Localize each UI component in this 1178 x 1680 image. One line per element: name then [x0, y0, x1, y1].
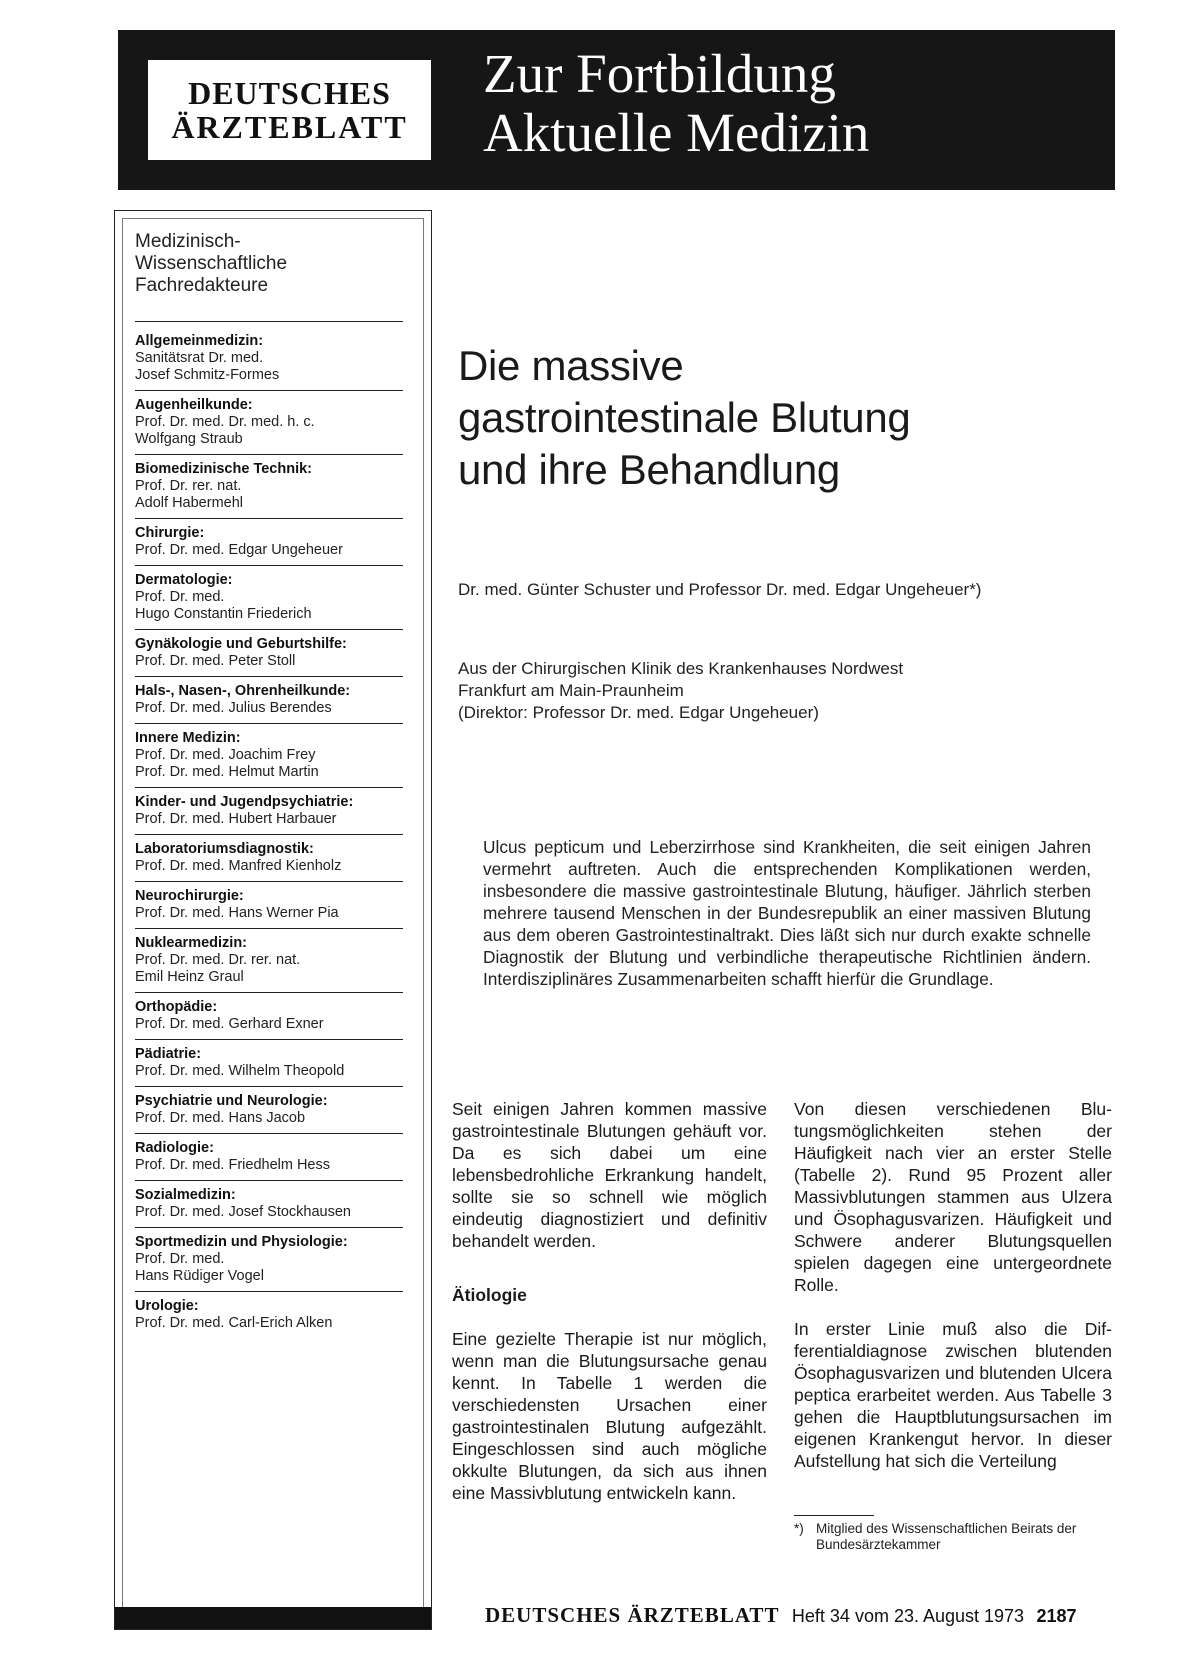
editor-specialty: Laboratoriumsdiagnostik: [135, 841, 314, 857]
editor-name: Josef Schmitz-Formes [135, 367, 280, 383]
editor-specialty: Pädiatrie: [135, 1046, 202, 1062]
footnote-mark: *) [794, 1521, 804, 1536]
logo-line-1: DEUTSCHES [188, 75, 391, 111]
body-column-right [794, 1098, 1112, 1472]
journal-logo [148, 60, 431, 160]
sidebar-divider [135, 321, 403, 322]
editor-entry [135, 1087, 403, 1134]
section-title-line-2: Aktuelle Medizin [483, 102, 870, 163]
editor-name: Prof. Dr. med. Dr. med. h. c. [135, 414, 315, 430]
editor-name: Prof. Dr. med. Hans Werner Pia [135, 905, 339, 921]
editor-name: Prof. Dr. rer. nat. [135, 478, 242, 494]
page-number: 2187 [1036, 1606, 1077, 1626]
editor-name: Prof. Dr. med. [135, 1251, 225, 1267]
editor-entry [135, 788, 403, 835]
intro-paragraph: Seit einigen Jahren kommen massive gastrointestinale Blutungen gehäuft vor. Da es sich dabei um eine lebensbedrohliche Erkrankung handelt, sollte sie so schnell wie möglich eindeutig diagnostiziert und definitiv behandelt werden. [452, 1099, 767, 1251]
editors-list [135, 327, 403, 1338]
editor-entry [135, 724, 403, 788]
footer-journal-name: DEUTSCHES ÄRZTEBLATT [485, 1603, 780, 1627]
editor-name: Sanitätsrat Dr. med. [135, 350, 264, 366]
sidebar-heading [135, 231, 415, 297]
footnote [794, 1521, 1114, 1553]
masthead-banner [118, 30, 1115, 190]
editor-name: Emil Heinz Graul [135, 969, 244, 985]
editor-specialty: Sozialmedizin: [135, 1187, 236, 1203]
section-heading-etiology: Ätiologie [452, 1285, 527, 1305]
footer-issue: Heft 34 vom 23. August 1973 [791, 1606, 1025, 1626]
editor-entry [135, 993, 403, 1040]
editor-name: Prof. Dr. med. Julius Berendes [135, 700, 332, 716]
footnote-divider [794, 1515, 874, 1516]
article-title-line: gastrointestinale Blutung [458, 394, 911, 441]
editor-entry [135, 455, 403, 519]
editor-entry [135, 519, 403, 566]
editor-specialty: Hals-, Nasen-, Ohrenheilkunde: [135, 683, 351, 699]
editor-name: Prof. Dr. med. Hans Jacob [135, 1110, 306, 1126]
editor-specialty: Urologie: [135, 1298, 199, 1314]
editor-name: Prof. Dr. med. Peter Stoll [135, 653, 296, 669]
affiliation-line: Frankfurt am Main-Praunheim [458, 681, 684, 700]
editor-entry [135, 1134, 403, 1181]
editor-specialty: Chirurgie: [135, 525, 205, 541]
editor-entry [135, 1292, 403, 1338]
editor-name: Prof. Dr. med. Dr. rer. nat. [135, 952, 301, 968]
article-affiliation [458, 658, 1058, 724]
editor-specialty: Innere Medizin: [135, 730, 241, 746]
editor-specialty: Psychiatrie und Neurologie: [135, 1093, 328, 1109]
editor-entry [135, 630, 403, 677]
section-title-line-1: Zur Fortbildung [483, 43, 836, 104]
editor-name: Wolfgang Straub [135, 431, 243, 447]
editor-specialty: Sportmedizin und Physiologie: [135, 1234, 348, 1250]
body-column-left [452, 1098, 767, 1504]
footnote-text: Mitglied des Wissenschaftlichen Beirats der Bundesärztekammer [816, 1521, 1077, 1552]
editor-entry [135, 1040, 403, 1087]
editor-name: Prof. Dr. med. Josef Stockhausen [135, 1204, 351, 1220]
editor-name: Prof. Dr. med. Carl-Erich Alken [135, 1315, 333, 1331]
editor-name: Prof. Dr. med. Edgar Ungeheuer [135, 542, 343, 558]
editor-name: Hugo Constantin Friederich [135, 606, 312, 622]
section-title [483, 44, 869, 162]
editor-name: Prof. Dr. med. Wilhelm Theopold [135, 1063, 345, 1079]
affiliation-line: Aus der Chirurgischen Klinik des Krankenhauses Nordwest [458, 659, 904, 678]
editors-sidebar [114, 210, 432, 1630]
editor-entry [135, 1181, 403, 1228]
editor-entry [135, 882, 403, 929]
editor-name: Hans Rüdiger Vogel [135, 1268, 264, 1284]
article-authors: Dr. med. Günter Schuster und Professor Dr. med. Edgar Ungeheuer*) [458, 580, 982, 599]
editor-specialty: Biomedizinische Technik: [135, 461, 312, 477]
editor-specialty: Radiologie: [135, 1140, 214, 1156]
editor-specialty: Allgemeinmedizin: [135, 333, 264, 349]
editor-name: Prof. Dr. med. Manfred Kienholz [135, 858, 342, 874]
editor-entry [135, 677, 403, 724]
editor-name: Prof. Dr. med. Friedhelm Hess [135, 1157, 330, 1173]
editor-name: Prof. Dr. med. [135, 589, 225, 605]
editor-specialty: Orthopädie: [135, 999, 218, 1015]
editor-name: Adolf Habermehl [135, 495, 243, 511]
sidebar-footer-bar [115, 1607, 431, 1629]
editor-name: Prof. Dr. med. Helmut Martin [135, 764, 319, 780]
editor-specialty: Gynäkologie und Geburtshilfe: [135, 636, 347, 652]
editor-entry [135, 835, 403, 882]
article-title [458, 340, 1098, 496]
editor-entry [135, 566, 403, 630]
editor-specialty: Dermatologie: [135, 572, 233, 588]
editor-entry [135, 391, 403, 455]
article-abstract: Ulcus pepticum und Leberzirrhose sind Krankheiten, die seit einigen Jahren vermehrt auftreten. Auch die entsprechenden Komplikationen werden, insbesondere die massive gastrointestinale Blutung, häufiger. Jährlich sterben mehrere tausend Menschen in der Bundesrepublik an einer massiven Blutung aus dem oberen Gastrointestinaltrakt. Dies läßt sich nur durch exakte schnelle Diagnostik der Blutung und verbindliche therapeutische Richtlinien ändern. Interdisziplinäres Zusammenarbeiten schafft hierfür die Grundlage. [483, 837, 1091, 989]
sidebar-heading-line: Medizinisch- [135, 231, 241, 252]
editor-entry [135, 327, 403, 391]
article-title-line: und ihre Behandlung [458, 446, 840, 493]
logo-line-2: ÄRZTEBLATT [171, 109, 408, 145]
editor-name: Prof. Dr. med. Gerhard Exner [135, 1016, 324, 1032]
editor-name: Prof. Dr. med. Joachim Frey [135, 747, 316, 763]
editor-name: Prof. Dr. med. Hubert Harbauer [135, 811, 337, 827]
affiliation-line: (Direktor: Professor Dr. med. Edgar Ungeheuer) [458, 703, 819, 722]
etiology-paragraph: Eine gezielte Therapie ist nur möglich, wenn man die Blutungsursache genau kennt. In Tabelle 1 werden die verschiedensten Ursachen einer gastrointestinalen Blutung aufgezählt. Eingeschlossen sind auch mögliche okkulte Blutungen, da sich aus ihnen eine Massivblutung entwickeln kann. [452, 1329, 767, 1503]
editor-specialty: Neurochirurgie: [135, 888, 244, 904]
sidebar-heading-line: Fachredakteure [135, 275, 269, 296]
editor-specialty: Nuklearmedizin: [135, 935, 247, 951]
body-paragraph: Von diesen verschiedenen Blutungsmöglichkeiten stehen der Häufigkeit nach vier an erster Stelle (Tabelle 2). Rund 95 Prozent aller Massivblutungen stammen aus Ulzera und Ösophagusvarizen. Häufigkeit und Schwere anderer Blutungsquellen spielen dagegen eine untergeordnete Rolle. [794, 1099, 1112, 1295]
editor-entry [135, 929, 403, 993]
article-title-line: Die massive [458, 342, 684, 389]
editor-entry [135, 1228, 403, 1292]
sidebar-heading-line: Wissenschaftliche [135, 253, 288, 274]
editor-specialty: Kinder- und Jugendpsychiatrie: [135, 794, 354, 810]
editor-specialty: Augenheilkunde: [135, 397, 253, 413]
page-footer [485, 1603, 1125, 1628]
body-paragraph: In erster Linie muß also die Differentialdiagnose zwischen blutenden Ösophagusvarizen und blutenden Ulcera peptica erarbeitet werden. Aus Tabelle 3 gehen die Hauptblutungsursachen im eigenen Krankengut hervor. In dieser Aufstellung hat sich die Verteilung [794, 1319, 1112, 1471]
